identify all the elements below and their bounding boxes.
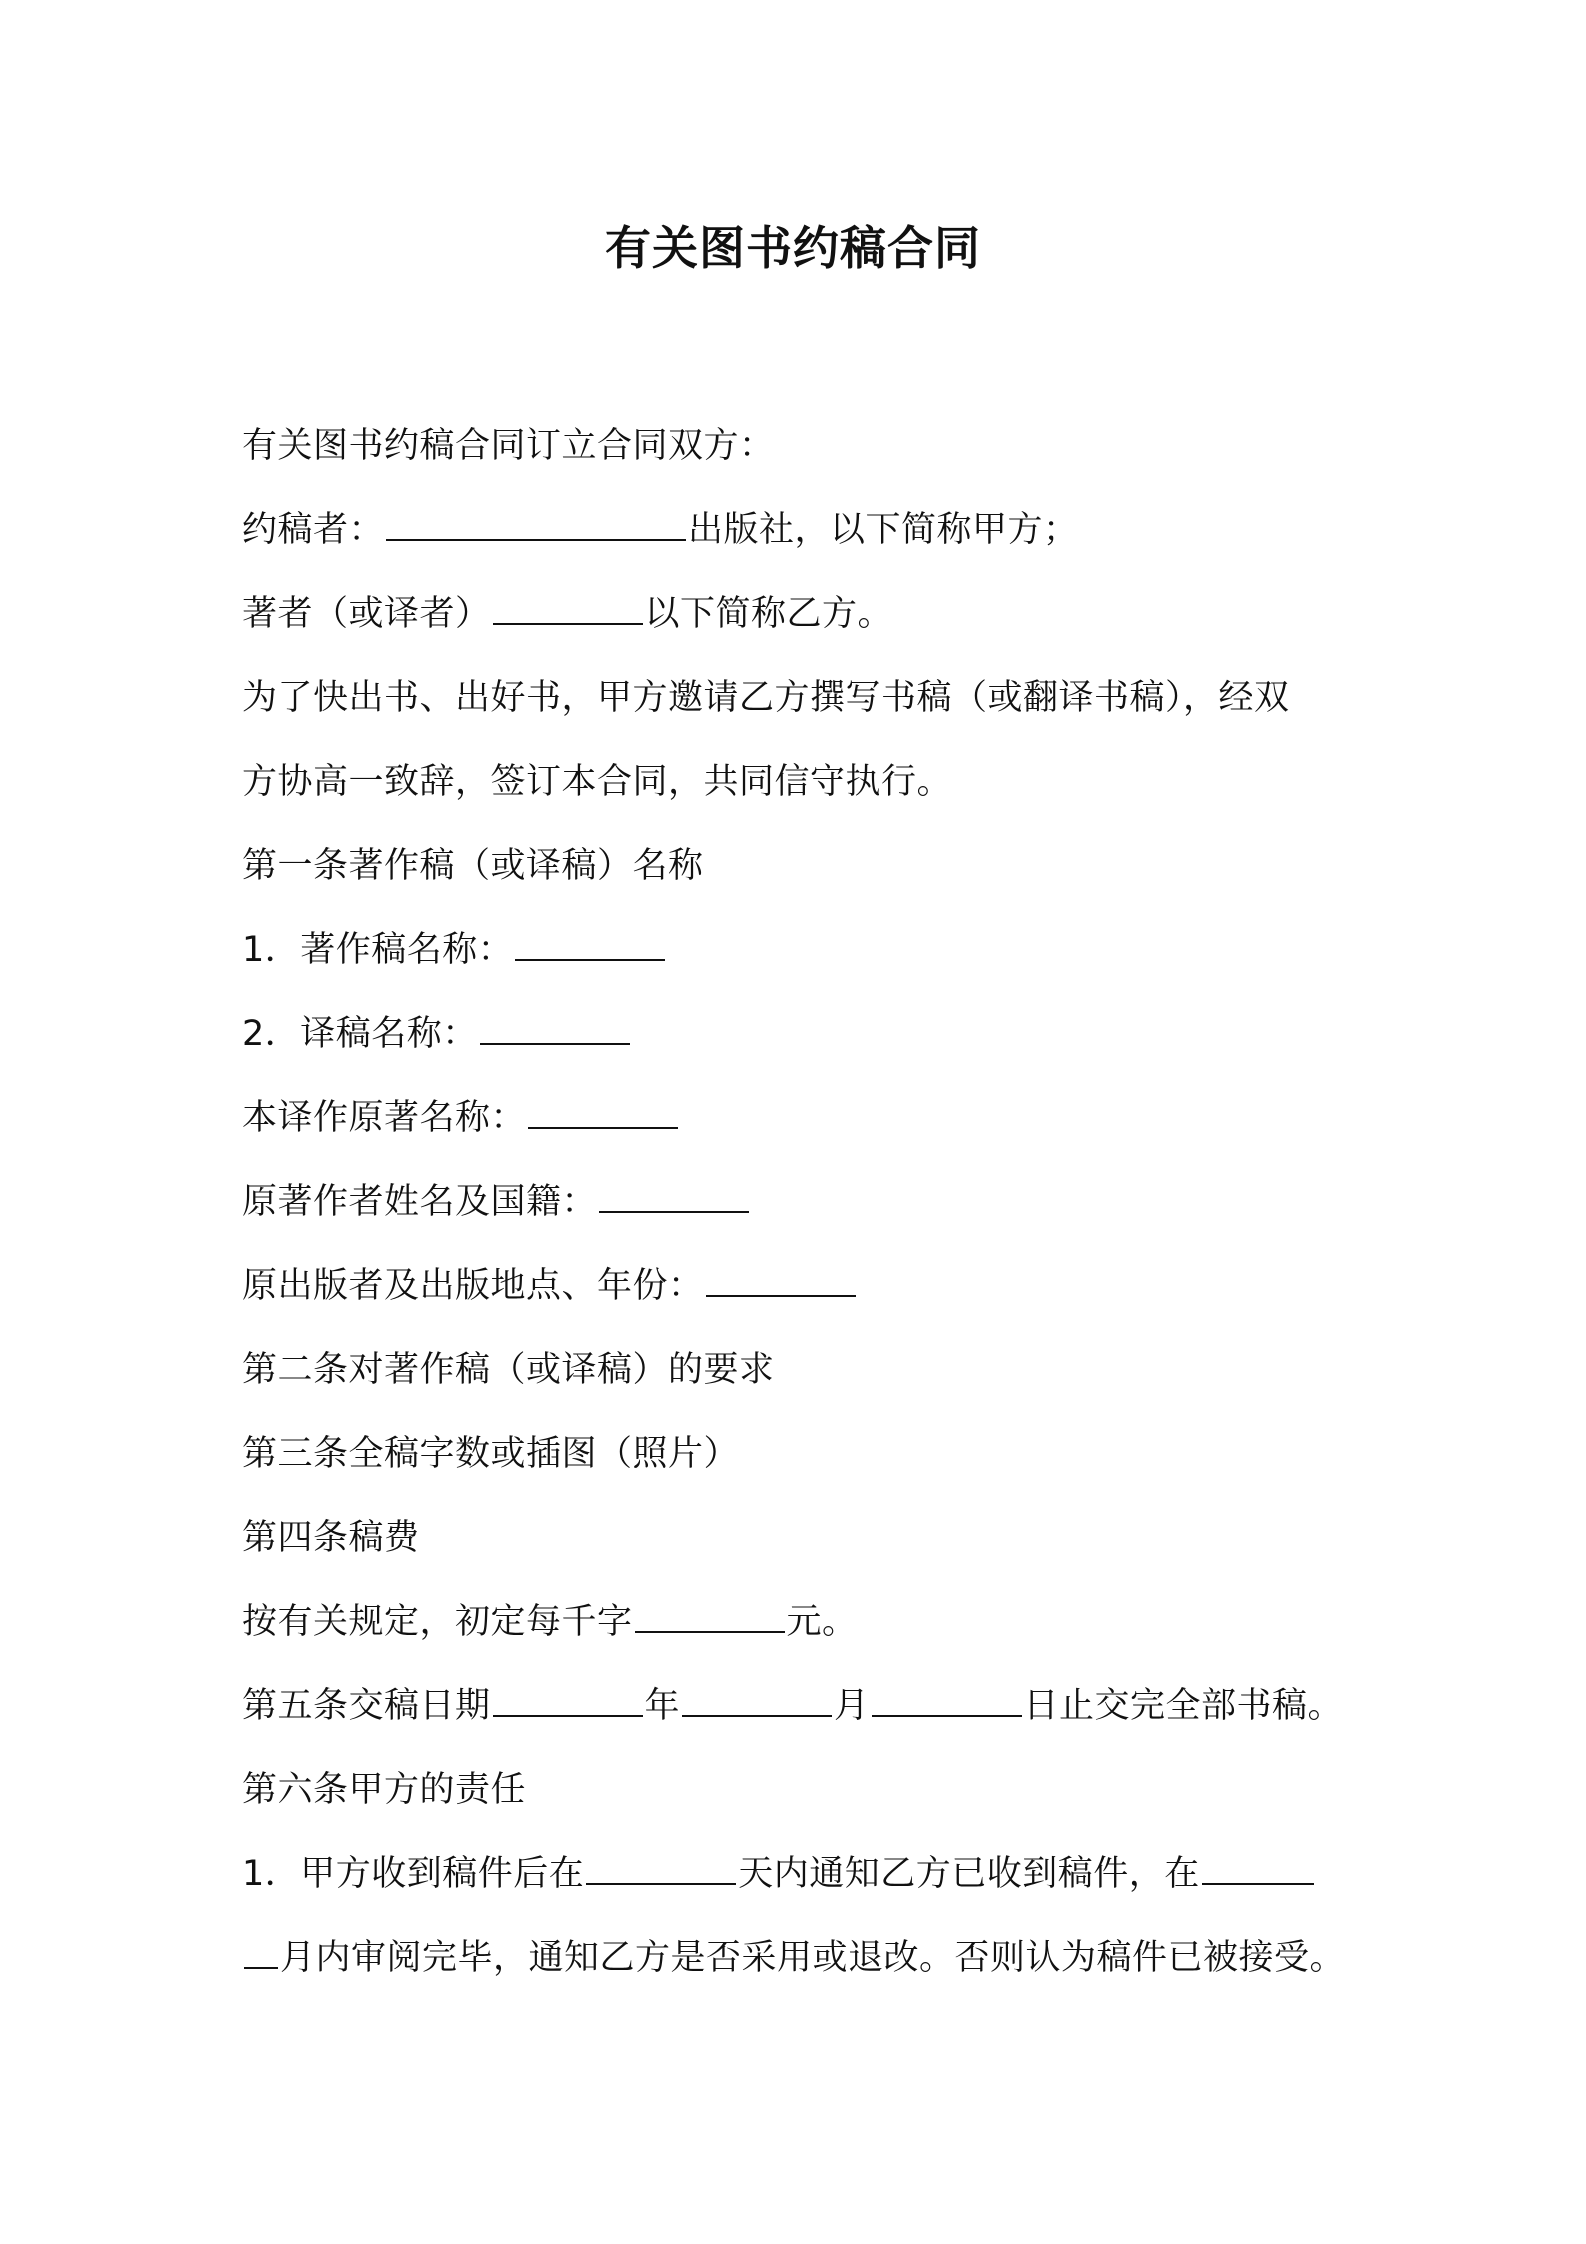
- blank-field: [586, 1847, 736, 1885]
- party-a-duty-line-2: [242, 1916, 1352, 2000]
- line-text: 元。: [786, 1602, 858, 1642]
- line-text: 2．译稿名称：: [242, 1014, 478, 1054]
- original-title-line: [242, 1076, 1352, 1160]
- line-text: 按有关规定，初定每千字: [242, 1602, 633, 1642]
- article-5-line: [242, 1664, 1352, 1748]
- document-body: [242, 404, 1352, 2000]
- line-text: 原出版者及出版地点、年份：: [242, 1266, 704, 1306]
- line-text: 第一条著作稿（或译稿）名称: [242, 846, 704, 886]
- party-a-duty-line-1: [242, 1832, 1352, 1916]
- line-text: 著者（或译者）: [242, 594, 491, 634]
- article-3-heading: [242, 1412, 1352, 1496]
- line-text: 原著作者姓名及国籍：: [242, 1182, 598, 1222]
- work-title-line: [242, 908, 1352, 992]
- article-2-heading: [242, 1328, 1352, 1412]
- blank-field: [493, 1679, 643, 1717]
- document-title: 有关图书约稿合同: [605, 221, 981, 275]
- blank-field: [244, 1931, 278, 1969]
- blank-field: [635, 1595, 785, 1633]
- line-text: 第六条甲方的责任: [242, 1770, 527, 1810]
- line-text: 第三条全稿字数或插图（照片）: [242, 1434, 740, 1474]
- blank-field: [599, 1175, 749, 1213]
- fee-line: [242, 1580, 1352, 1664]
- line-text: 1．甲方收到稿件后在: [242, 1854, 585, 1894]
- blank-field: [493, 587, 643, 625]
- translation-title-line: [242, 992, 1352, 1076]
- blank-field: [386, 503, 686, 541]
- line-text: 第五条交稿日期: [242, 1686, 491, 1726]
- purpose-line-1: [242, 656, 1352, 740]
- blank-field: [515, 923, 665, 961]
- line-text: 为了快出书、出好书，甲方邀请乙方撰写书稿（或翻译书稿），经双: [242, 678, 1290, 718]
- line-text: 第二条对著作稿（或译稿）的要求: [242, 1350, 775, 1390]
- blank-field: [480, 1007, 630, 1045]
- blank-field: [872, 1679, 1022, 1717]
- line-text: 月: [834, 1686, 870, 1726]
- article-4-heading: [242, 1496, 1352, 1580]
- line-text: 有关图书约稿合同订立合同双方：: [242, 426, 775, 466]
- original-publisher-line: [242, 1244, 1352, 1328]
- article-1-heading: [242, 824, 1352, 908]
- original-author-line: [242, 1160, 1352, 1244]
- blank-field: [1202, 1847, 1314, 1885]
- line-text: 方协高一致辞，签订本合同，共同信守执行。: [242, 762, 953, 802]
- line-text: 约稿者：: [242, 510, 385, 550]
- blank-field: [528, 1091, 678, 1129]
- line-text: 天内通知乙方已收到稿件，在: [738, 1854, 1200, 1894]
- blank-field: [706, 1259, 856, 1297]
- line-text: 出版社，以下简称甲方；: [688, 510, 1079, 550]
- line-text: 以下简称乙方。: [644, 594, 894, 634]
- line-text: 月内审阅完毕，通知乙方是否采用或退改。否则认为稿件已被接受。: [280, 1938, 1346, 1978]
- line-text: 1．著作稿名称：: [242, 930, 514, 970]
- intro-line: [242, 404, 1352, 488]
- party-b-line: [242, 572, 1352, 656]
- article-6-heading: [242, 1748, 1352, 1832]
- line-text: 年: [644, 1686, 681, 1726]
- party-a-line: [242, 488, 1352, 572]
- blank-field: [682, 1679, 832, 1717]
- line-text: 本译作原著名称：: [242, 1098, 527, 1138]
- line-text: 第四条稿费: [242, 1518, 420, 1558]
- line-text: 日止交完全部书稿。: [1023, 1686, 1344, 1726]
- purpose-line-2: [242, 740, 1352, 824]
